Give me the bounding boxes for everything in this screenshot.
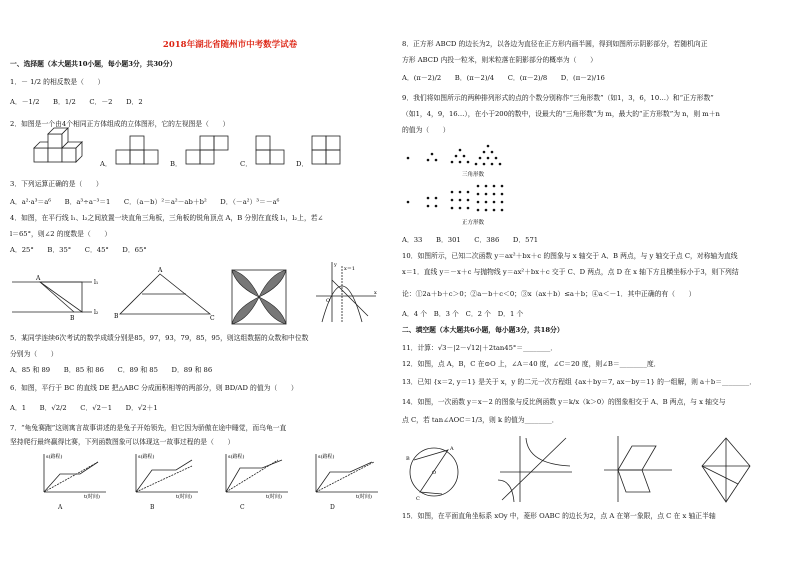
q6-triangle-figure bbox=[114, 267, 220, 322]
q9-square-caption: 正方形数 bbox=[462, 220, 485, 226]
question-1: 1．－ 1/2 的相反数是（ ） bbox=[10, 78, 105, 86]
question-10-line-3: 论：①2a＋b＋c＞0；②a－b＋c＜0；③x（ax＋b）≤a＋b；④a＜－1．其中正确的有（ ） bbox=[402, 290, 696, 298]
section-2-heading: 二、填空题（本大题共6小题，每小题3分，共18分） bbox=[402, 326, 564, 334]
q10-label-o: O bbox=[326, 298, 331, 304]
question-9-line-1: 9．我们将如图所示的两种排列形式的点的个数分别称作“三角形数”（如1，3，6，10…）和“正方形数” bbox=[402, 94, 714, 102]
q2-option-c-label: C． bbox=[240, 160, 252, 168]
question-15: 15．如图，在平面直角坐标系 xOy 中，菱形 OABC 的边长为2，点 A 在第一象限，点 C 在 x 轴正半轴 bbox=[402, 512, 716, 520]
q7-graph-d bbox=[312, 452, 382, 500]
question-3: 3．下列运算正确的是（ ） bbox=[10, 180, 103, 188]
question-9-line-2: （如1，4，9，16…），在小于200的数中，设最大的“三角形数”为 m，最大的“正方形数”为 n，则 m＋n bbox=[402, 110, 720, 118]
q7-graph-a bbox=[40, 452, 110, 500]
question-4-options: A．25° B．35° C．45° D．65° bbox=[10, 246, 147, 254]
q12-label-b: B bbox=[406, 456, 410, 462]
question-8-line-1: 8．正方形 ABCD 的边长为2，以各边为直径在正方形内画半圆，得到如图所示阴影部分，若随机向正 bbox=[402, 40, 708, 48]
question-14-line-2: 点 C，若 tan∠AOC＝1/3，则 k 的值为________． bbox=[402, 416, 559, 424]
q2-option-b-label: B． bbox=[170, 160, 182, 168]
q12-label-o: O bbox=[432, 470, 437, 476]
question-4-line-1: 4．如图，在平行线 l₁、l₂之间放置一块直角三角板，三角板的锐角顶点 A，B 分别在直线 l₁，l₂上，若∠ bbox=[10, 214, 324, 222]
q4-parallel-lines-figure bbox=[12, 268, 102, 322]
q14-hyperbola-figure bbox=[496, 434, 576, 504]
q7b-axis-t: t(时间) bbox=[176, 494, 192, 500]
q4-label-l2: l₂ bbox=[94, 309, 99, 316]
q6-label-a: A bbox=[158, 267, 163, 274]
question-12: 12．如图，点 A，B，C 在⊙O 上，∠A＝40 度，∠C＝20 度，则∠B＝________度． bbox=[402, 360, 661, 368]
q7-label-b: B bbox=[150, 504, 155, 511]
q2-option-b-figure bbox=[186, 138, 236, 168]
question-4-line-2: l＝65°，则∠2 的度数是（ ） bbox=[10, 230, 112, 238]
q8-square-figure bbox=[232, 270, 288, 326]
q7d-axis-t: t(时间) bbox=[356, 494, 372, 500]
question-6-options: A．1 B．√2/2 C．√2－1 D．√2＋1 bbox=[10, 404, 158, 412]
q9-dot-patterns bbox=[404, 140, 564, 228]
q10-label-y: y bbox=[334, 262, 337, 268]
q12-label-c: C bbox=[416, 496, 420, 502]
q10-label-axis: x＝1 bbox=[344, 266, 356, 272]
q9-triangle-caption: 三角形数 bbox=[462, 172, 485, 178]
q16-kite-figure bbox=[696, 436, 756, 506]
q2-option-a-label: A． bbox=[100, 160, 112, 168]
q12-circle-figure bbox=[406, 438, 466, 502]
q2-option-d-figure bbox=[312, 138, 352, 168]
question-10-line-1: 10．如图所示，已知二次函数 y＝ax²＋bx＋c 的图象与 x 轴交于 A、B 两点，与 y 轴交于点 C，对称轴为直线 bbox=[402, 252, 738, 260]
q4-label-l1: l₁ bbox=[94, 279, 99, 286]
q4-label-a: A bbox=[36, 275, 41, 282]
q7c-axis-s: s(路程) bbox=[228, 454, 245, 460]
section-1-heading: 一、选择题（本大题共10小题，每小题3分，共30分） bbox=[10, 60, 177, 68]
q6-label-b: B bbox=[114, 313, 119, 320]
question-5-line-1: 5．某同学连续6次考试的数学成绩分别是85，97，93，79，85，95，则这组数据的众数和中位数 bbox=[10, 334, 309, 342]
question-6: 6．如图，平行于 BC 的直线 DE 把△ABC 分成面积相等的两部分，则 BD/AD 的值为（ ） bbox=[10, 384, 298, 392]
q7c-axis-t: t(时间) bbox=[266, 494, 282, 500]
question-9-options: A．33 B．301 C．386 D．571 bbox=[402, 236, 539, 244]
q2-option-a-figure bbox=[116, 138, 166, 168]
q10-label-x: x bbox=[374, 290, 377, 296]
question-1-options: A．－1/2 B．1/2 C．－2 D．2 bbox=[10, 98, 143, 106]
question-9-line-3: 的值为（ ） bbox=[402, 126, 450, 134]
question-3-options: A．a²·a³＝a⁶ B．a³÷a⁻³＝1 C．（a－b）²＝a²－ab＋b² D．（－a²）³＝－a⁶ bbox=[10, 198, 280, 206]
question-8-line-2: 方形 ABCD 内投一粒米，则米粒落在阴影部分的概率为（ ） bbox=[402, 56, 597, 64]
question-7-line-1: 7．“龟兔赛跑”这则寓言故事讲述的是兔子开始领先，但它因为骄傲在途中睡觉，而乌龟一直 bbox=[10, 424, 287, 432]
q2-solid-figure bbox=[34, 134, 94, 168]
question-10-line-2: x＝1．直线 y＝－x＋c 与抛物线 y＝ax²＋bx＋c 交于 C、D 两点，点 D 在 x 轴下方且横坐标小于3，则下列结 bbox=[402, 268, 739, 276]
q7d-axis-s: s(路程) bbox=[318, 454, 335, 460]
question-2: 2．如图是一个由4个相同正方体组成的立体图形，它的左视图是（ ） bbox=[10, 120, 230, 128]
q7-graph-c bbox=[222, 452, 292, 500]
q6-label-c: C bbox=[210, 315, 215, 322]
question-14-line-1: 14．如图，一次函数 y＝x－2 的图象与反比例函数 y＝k/x（k＞0）的图象相交于 A、B 两点，与 x 轴交与 bbox=[402, 398, 726, 406]
q4-label-b: B bbox=[70, 315, 75, 322]
question-11: 11．计算：√3－|2－√12|＋2tan45°＝________． bbox=[402, 344, 558, 352]
q7-label-d: D bbox=[330, 504, 335, 511]
q7a-axis-s: s(路程) bbox=[46, 454, 63, 460]
q12-label-a: A bbox=[450, 446, 454, 452]
q10-parabola-figure bbox=[316, 260, 378, 324]
q7-label-a: A bbox=[58, 504, 63, 511]
q7-label-c: C bbox=[240, 504, 245, 511]
question-5-options: A．85 和 89 B．85 和 86 C．89 和 85 D．89 和 86 bbox=[10, 366, 213, 374]
q7-graph-b bbox=[132, 452, 202, 500]
q7b-axis-s: s(路程) bbox=[138, 454, 155, 460]
question-5-line-2: 分别为（ ） bbox=[10, 350, 58, 358]
q7a-axis-t: t(时间) bbox=[84, 494, 100, 500]
question-10-options: A．4 个 B．3 个 C．2 个 D．1 个 bbox=[402, 310, 524, 318]
q2-option-c-figure bbox=[256, 138, 296, 168]
question-7-line-2: 坚持爬行最终赢得比赛，下列函数图象可以体现这一故事过程的是（ ） bbox=[10, 438, 235, 446]
q15-rhombus-figure bbox=[598, 434, 674, 504]
q2-option-d-label: D． bbox=[296, 160, 309, 168]
exam-title: 2018年湖北省随州市中考数学试卷 bbox=[162, 40, 298, 50]
question-13: 13．已知 {x＝2, y＝1} 是关于 x，y 的二元一次方程组 {ax＋by＝7, ax－by＝1} 的一组解，则 a＋b＝________． bbox=[402, 378, 757, 386]
question-8-options: A．(π－2)/2 B．(π－2)/4 C．(π－2)/8 D．(π－2)/16 bbox=[402, 74, 605, 82]
